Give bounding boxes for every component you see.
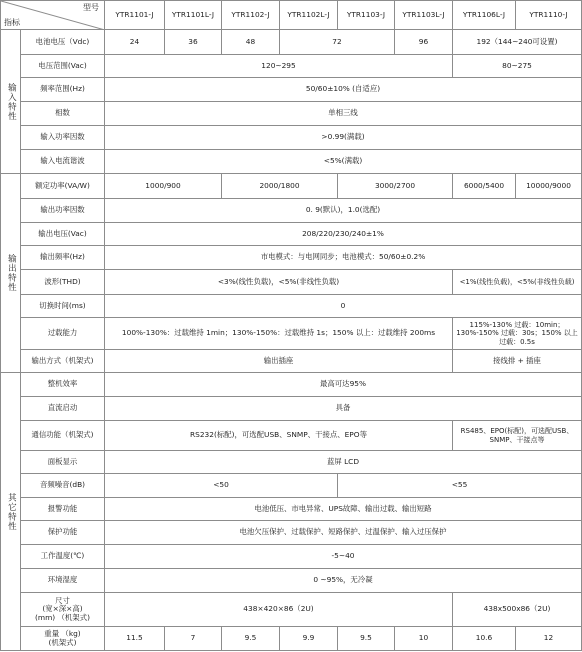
row-label-line: 重量 （kg) xyxy=(44,628,81,638)
model-name: YTR1102L-J xyxy=(280,1,338,30)
model-name: YTR1101L-J xyxy=(165,1,222,30)
cell-value: <3%(线性负载)，<5%(非线性负载) xyxy=(105,270,453,295)
row-label: 电池电压（Vdc) xyxy=(21,30,105,55)
row-label-line: (宽×深×高) xyxy=(42,604,83,614)
row-label: 通信功能（机架式) xyxy=(21,421,105,451)
corner-header xyxy=(1,1,105,30)
cell-value: 市电模式：与电网同步；电池模式：50/60±0.2% xyxy=(105,246,582,270)
cell-value: <55 xyxy=(338,474,582,498)
category-other: 其它特性 xyxy=(1,373,21,651)
model-name: YTR1110-J xyxy=(516,1,582,30)
model-name: YTR1103L-J xyxy=(395,1,453,30)
indicator-header-label: 指标 xyxy=(4,17,20,27)
row-label: 保护功能 xyxy=(21,521,105,545)
row-label: 输出频率(Hz) xyxy=(21,246,105,270)
spec-row xyxy=(1,350,582,373)
cell-value: 蓝屏 LCD xyxy=(105,451,582,474)
cell-value: RS485、EPO(标配)，可选配USB、SNMP、干接点等 xyxy=(453,421,582,451)
cell-value: 9.5 xyxy=(222,627,280,651)
row-label: 波形(THD) xyxy=(21,270,105,295)
spec-row xyxy=(1,223,582,246)
spec-row xyxy=(1,545,582,569)
row-label: 环境湿度 xyxy=(21,569,105,593)
row-label: 额定功率(VA/W) xyxy=(21,174,105,199)
spec-row xyxy=(1,55,582,78)
spec-row xyxy=(1,373,582,397)
cell-value: 11.5 xyxy=(105,627,165,651)
cell-value: 3000/2700 xyxy=(338,174,453,199)
row-label: 电压范围(Vac) xyxy=(21,55,105,78)
spec-row xyxy=(1,295,582,318)
cell-value: -5~40 xyxy=(105,545,582,569)
cell-value: 438×420×86（2U) xyxy=(105,593,453,627)
spec-row xyxy=(1,521,582,545)
cell-value: 438x500x86（2U) xyxy=(453,593,582,627)
cell-value: 96 xyxy=(395,30,453,55)
row-label: 输出电压(Vac) xyxy=(21,223,105,246)
cell-value: 9.5 xyxy=(338,627,395,651)
row-label: 切换时间(ms) xyxy=(21,295,105,318)
cell-value: 具备 xyxy=(105,397,582,421)
row-label-line: (机架式) xyxy=(48,637,77,647)
row-label: 工作温度(℃) xyxy=(21,545,105,569)
spec-row xyxy=(1,174,582,199)
cell-value: 72 xyxy=(280,30,395,55)
cell-value: 50/60±10% (自适应) xyxy=(105,78,582,102)
cell-value: 192（144~240可设置) xyxy=(453,30,582,55)
cell-value: 208/220/230/240±1% xyxy=(105,223,582,246)
row-label: 面板显示 xyxy=(21,451,105,474)
model-name: YTR1101-J xyxy=(105,1,165,30)
cell-value: 0 xyxy=(105,295,582,318)
cell-value: 7 xyxy=(165,627,222,651)
row-label-line: (mm) （机架式) xyxy=(35,612,90,622)
row-label xyxy=(21,627,105,651)
row-label: 输出功率因数 xyxy=(21,199,105,223)
row-label: 整机效率 xyxy=(21,373,105,397)
row-label: 频率范围(Hz) xyxy=(21,78,105,102)
cell-value: 6000/5400 xyxy=(453,174,516,199)
spec-row xyxy=(1,498,582,521)
cell-value: >0.99(满载) xyxy=(105,126,582,150)
category-output: 输出特性 xyxy=(1,174,21,373)
cell-value: 24 xyxy=(105,30,165,55)
cell-value: 0. 9(默认)，1.0(选配) xyxy=(105,199,582,223)
cell-value: 2000/1800 xyxy=(222,174,338,199)
spec-row xyxy=(1,246,582,270)
cell-value: 单相三线 xyxy=(105,102,582,126)
row-label: 报警功能 xyxy=(21,498,105,521)
spec-row xyxy=(1,78,582,102)
cell-value: 48 xyxy=(222,30,280,55)
spec-row xyxy=(1,397,582,421)
spec-row xyxy=(1,421,582,451)
row-label: 相数 xyxy=(21,102,105,126)
cell-value: 36 xyxy=(165,30,222,55)
row-label: 输入电流谐波 xyxy=(21,150,105,174)
spec-row xyxy=(1,474,582,498)
row-label: 直流启动 xyxy=(21,397,105,421)
cell-value: RS232(标配)，可选配USB、SNMP、干接点、EPO等 xyxy=(105,421,453,451)
cell-value: 10 xyxy=(395,627,453,651)
spec-row xyxy=(1,150,582,174)
cell-value: 电池低压、市电异常、UPS故障、输出过载、输出短路 xyxy=(105,498,582,521)
cell-value: 最高可达95% xyxy=(105,373,582,397)
cell-value: 10.6 xyxy=(453,627,516,651)
header-row xyxy=(1,1,582,30)
spec-row xyxy=(1,318,582,350)
cell-value: <1%(线性负载)，<5%(非线性负载) xyxy=(453,270,582,295)
cell-value: 0 ~95%，无冷凝 xyxy=(105,569,582,593)
cell-value: <50 xyxy=(105,474,338,498)
row-label: 输出方式（机架式) xyxy=(21,350,105,373)
cell-value: 115%-130% 过载：10min；130%-150% 过载：30s；150% 以上过载：0.5s xyxy=(453,318,582,350)
spec-row xyxy=(1,270,582,295)
row-label: 音频噪音(dB) xyxy=(21,474,105,498)
spec-row xyxy=(1,30,582,55)
model-name: YTR1106L-J xyxy=(453,1,516,30)
cell-value: 12 xyxy=(516,627,582,651)
category-input: 输入特性 xyxy=(1,30,21,174)
model-name: YTR1102-J xyxy=(222,1,280,30)
row-label: 输入功率因数 xyxy=(21,126,105,150)
cell-value: 9.9 xyxy=(280,627,338,651)
cell-value: 80~275 xyxy=(453,55,582,78)
spec-row xyxy=(1,199,582,223)
cell-value: <5%(满载) xyxy=(105,150,582,174)
cell-value: 120~295 xyxy=(105,55,453,78)
cell-value: 1000/900 xyxy=(105,174,222,199)
model-header-label: 型号 xyxy=(83,3,99,12)
row-label: 过载能力 xyxy=(21,318,105,350)
cell-value: 接线排 + 插座 xyxy=(453,350,582,373)
spec-row xyxy=(1,569,582,593)
row-label-line: 尺寸 xyxy=(55,595,70,605)
cell-value: 电池欠压保护、过载保护、短路保护、过温保护、输入过压保护 xyxy=(105,521,582,545)
model-name: YTR1103-J xyxy=(338,1,395,30)
spec-row xyxy=(1,593,582,627)
cell-value: 100%-130%：过载维持 1min；130%-150%：过载维持 1s；150% 以上：过载维持 200ms xyxy=(105,318,453,350)
spec-row xyxy=(1,126,582,150)
row-label xyxy=(21,593,105,627)
cell-value: 输出插座 xyxy=(105,350,453,373)
cell-value: 10000/9000 xyxy=(516,174,582,199)
spec-row xyxy=(1,451,582,474)
spec-row xyxy=(1,627,582,651)
spec-row xyxy=(1,102,582,126)
